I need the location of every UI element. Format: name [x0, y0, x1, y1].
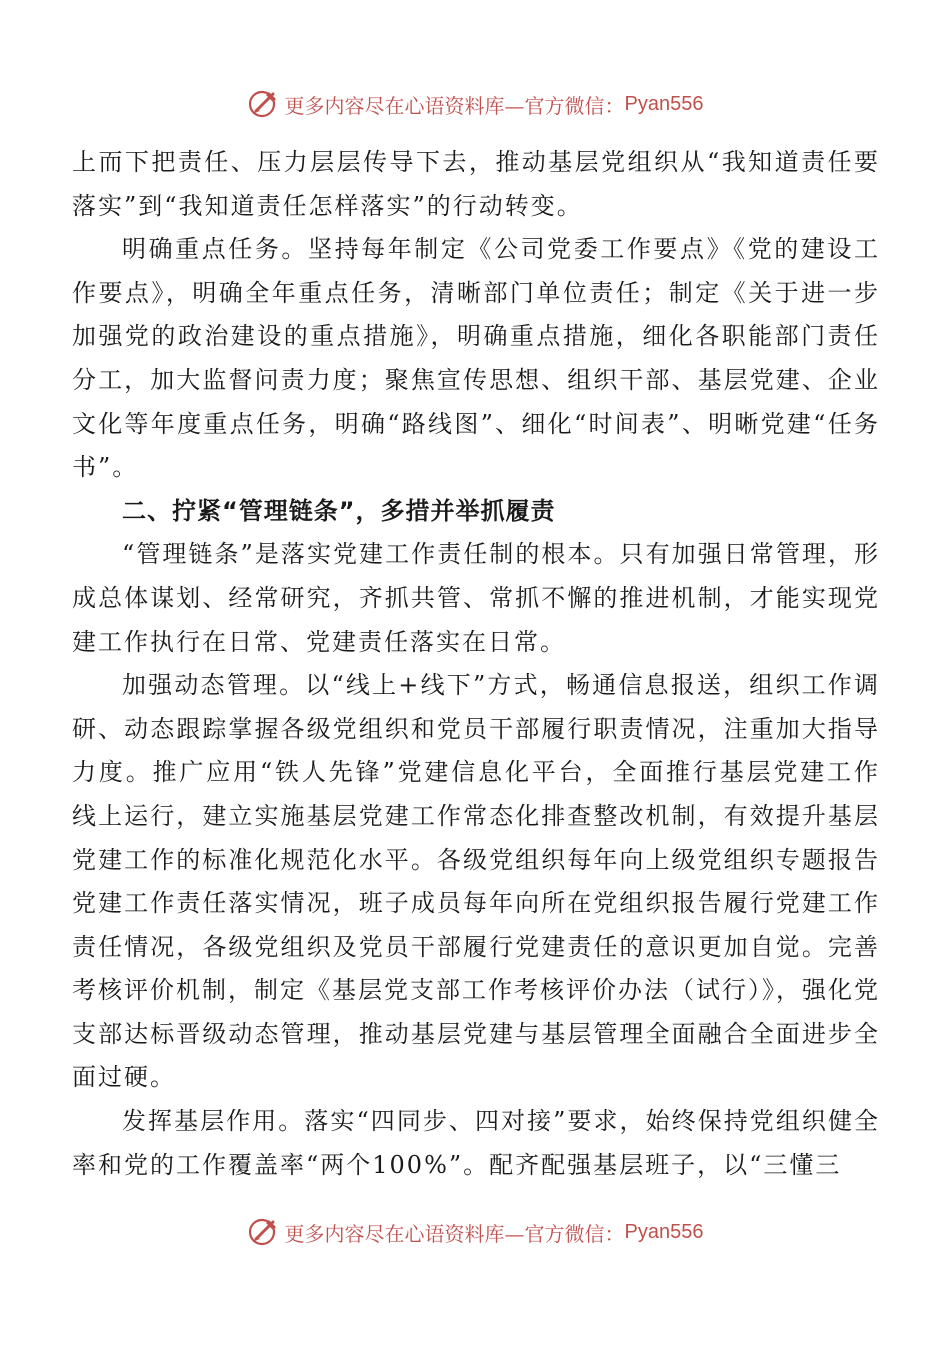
- section-heading: 二、拧紧“管理链条”，多措并举抓履责: [122, 496, 556, 525]
- paragraph-management-chain: “管理链条”是落实党建工作责任制的根本。只有加强日常管理，形成总体谋划、经常研究，齐抓共管、常抓不懈的推进机制，才能实现党建工作执行在日常、党建责任落实在日常。: [72, 540, 880, 656]
- watermark-banner-bottom: [0, 1212, 950, 1252]
- watermark-wechat-id: Pyan556: [624, 92, 704, 115]
- paragraph-key-tasks: 明确重点任务。坚持每年制定《公司党委工作要点》《党的建设工作要点》，明确全年重点任务，清晰部门单位责任；制定《关于进一步加强党的政治建设的重点措施》，明确重点措施，细化各职能部门责任分工，加大监督问责力度；聚焦宣传思想、组织干部、基层党建、企业文化等年度重点任务，明确“路线图”、细化“时间表”、明晰党建“任务书”。: [72, 235, 880, 482]
- watermark-banner-top: [0, 84, 950, 124]
- watermark-text: 更多内容尽在心语资料库—官方微信：: [284, 1221, 625, 1246]
- watermark-text: 更多内容尽在心语资料库—官方微信：: [284, 93, 625, 118]
- document-body: [72, 141, 880, 1187]
- pen-logo-icon: [247, 1215, 281, 1249]
- paragraph-continuation: 上而下把责任、压力层层传导下去，推动基层党组织从“我知道责任要落实”到“我知道责任怎样落实”的行动转变。: [72, 148, 880, 220]
- paragraph-dynamic-management: 加强动态管理。以“线上+线下”方式，畅通信息报送，组织工作调研、动态跟踪掌握各级党组织和党员干部履行职责情况，注重加大指导力度。推广应用“铁人先锋”党建信息化平台，全面推行基层党建工作线上运行，建立实施基层党建工作常态化排查整改机制，有效提升基层党建工作的标准化规范化水平。各级党组织每年向上级党组织专题报告党建工作责任落实情况，班子成员每年向所在党组织报告履行党建工作责任情况，各级党组织及党员干部履行党建责任的意识更加自觉。完善考核评价机制，制定《基层党支部工作考核评价办法（试行）》，强化党支部达标晋级动态管理，推动基层党建与基层管理全面融合全面进步全面过硬。: [72, 671, 880, 1092]
- watermark-wechat-id: Pyan556: [624, 1220, 704, 1243]
- paragraph-grassroots-role: 发挥基层作用。落实“四同步、四对接”要求，始终保持党组织健全率和党的工作覆盖率“两个100%”。配齐配强基层班子，以“三懂三: [72, 1107, 880, 1179]
- pen-logo-icon: [247, 87, 281, 121]
